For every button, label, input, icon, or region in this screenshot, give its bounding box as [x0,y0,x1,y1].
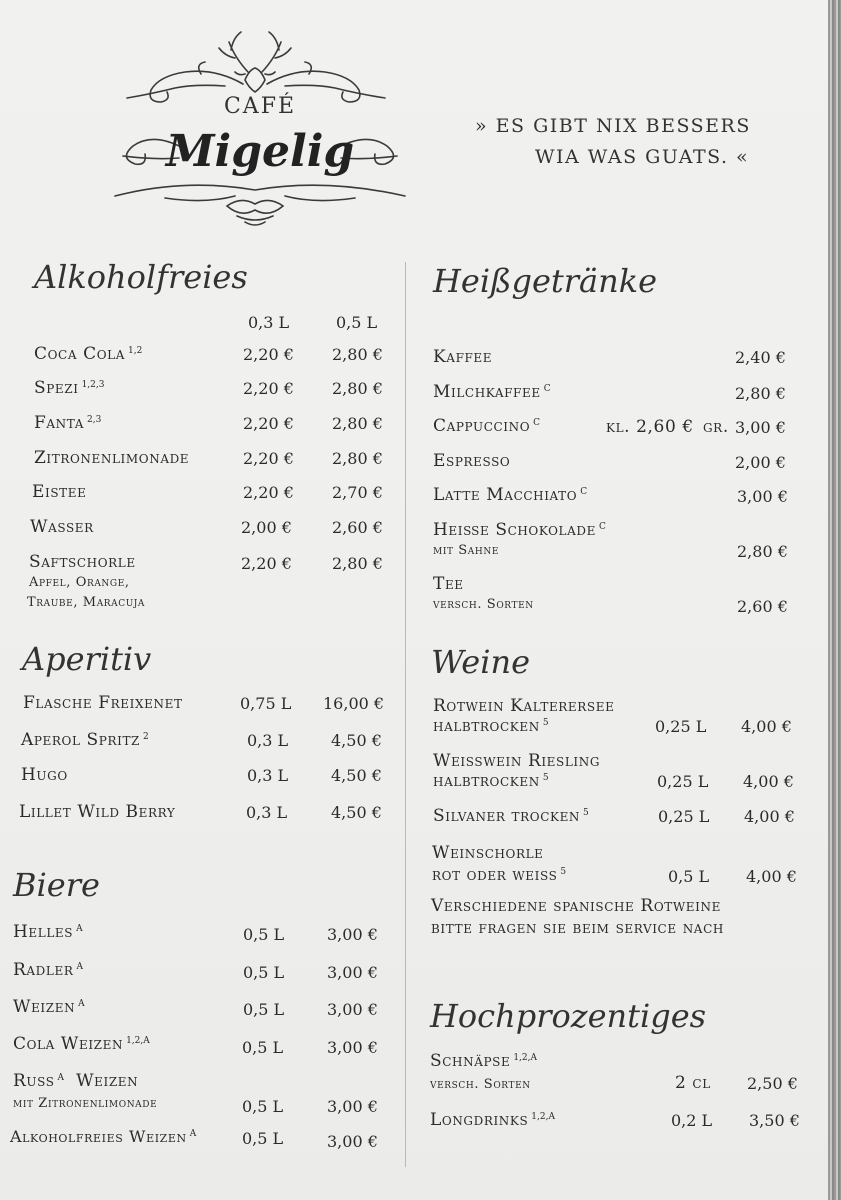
item-price: 4,00 € [746,867,797,886]
item-name: Spezi $^{1,2,3}$ [34,378,105,398]
item-price-small: 2,20 € [243,483,294,502]
item-price-large: 2,80 € [332,554,383,573]
item-volume: 0,2 L [671,1111,713,1130]
item-size-large: gr. [703,417,729,437]
item-volume: 0,3 L [246,803,288,822]
column-header-small: 0,3 L [248,313,290,332]
section-heading-heissgetraenke: Heißgetränke [433,262,658,300]
item-name: Heiße Schokolade $^C$ [433,520,606,540]
item-name: Zitronenlimonade [34,448,190,468]
item-price: 2,80 € [737,542,788,561]
item-name: Hugo [21,765,68,785]
item-volume: 0,5 L [243,925,285,944]
item-volume: 0,5 L [243,1000,285,1019]
motto-line-1: » ES GIBT NIX BESSERS [475,115,751,137]
item-volume: 0,25 L [655,717,707,736]
logo-cafe-text: CAFÉ [223,94,297,119]
item-price-small: 2,00 € [241,518,292,537]
item-price: 3,00 € [327,1097,378,1116]
item-name: Kaffee [433,347,493,367]
item-name: Silvaner trocken $^5$ [433,806,589,826]
item-price-large: 2,60 € [332,518,383,537]
item-subtext: Traube, Maracuja [27,595,146,610]
item-price: 3,00 € [327,1038,378,1057]
item-price: 3,00 € [327,963,378,982]
motto-line-2: WIA WAS GUATS. « [535,146,750,168]
weine-note-line-1: Verschiedene spanische Rotweine [431,896,721,916]
item-volume: 0,5 L [242,1097,284,1116]
item-price: 3,50 € [749,1111,800,1130]
column-divider [405,262,406,1167]
item-volume: 0,5 L [243,963,285,982]
item-price: 2,80 € [735,384,786,403]
item-name: Weizen $^A$ [13,997,85,1017]
item-name-line2: halbtrocken $^5$ [433,716,549,736]
item-name: Cola Weizen $^{1,2,A}$ [13,1034,150,1054]
item-name: Eistee [32,482,87,502]
section-heading-biere: Biere [13,866,100,904]
item-name: Latte Macchiato $^C$ [433,485,588,505]
item-price: 2,60 € [737,597,788,616]
item-price-small: 2,20 € [243,414,294,433]
item-price: 3,00 € [737,487,788,506]
item-price: 16,00 € [323,694,385,713]
item-subtext: Apfel, Orange, [29,575,130,590]
column-header-large: 0,5 L [336,313,378,332]
item-name: Helles $^A$ [13,922,83,942]
item-volume: 0,5 L [242,1129,284,1148]
item-price-small: 2,20 € [243,379,294,398]
item-volume: 0,5 L [242,1038,284,1057]
item-name: Schnäpse $^{1,2,A}$ [430,1051,538,1071]
item-name: Lillet Wild Berry [19,802,176,822]
cafe-logo [105,28,415,233]
item-volume: 0,3 L [247,766,289,785]
weine-note-line-2: bitte fragen sie beim service nach [431,918,724,938]
item-price: 4,00 € [744,807,795,826]
item-price: 3,00 € [327,1000,378,1019]
item-name: Espresso [433,451,511,471]
item-price-large: 2,70 € [332,483,383,502]
item-name: Radler $^A$ [13,960,83,980]
item-price-small: 2,20 € [241,554,292,573]
page-edge [828,0,841,1200]
item-price: 4,00 € [741,717,792,736]
item-price: 3,00 € [735,418,786,437]
item-price: 4,50 € [331,803,382,822]
item-name: Saftschorle [29,552,136,572]
item-name-line2: rot oder weiss $^5$ [432,865,567,885]
item-name: Weinschorle [432,843,544,863]
item-price-large: 2,80 € [332,345,383,364]
section-heading-hochprozentiges: Hochprozentiges [430,997,707,1035]
item-name: Alkoholfreies Weizen $^A$ [10,1127,197,1146]
item-volume: 0,25 L [657,772,709,791]
item-name: Rotwein Kalterersee [433,696,615,716]
item-name: Aperol Spritz $^2$ [21,730,149,750]
item-name: Tee [433,574,464,594]
item-price: 3,00 € [327,1132,378,1151]
item-subtext: mit Zitronenlimonade [13,1096,158,1111]
section-heading-aperitiv: Aperitiv [22,640,152,678]
item-price: 4,00 € [743,772,794,791]
item-price-large: 2,80 € [332,379,383,398]
item-price: 4,50 € [331,731,382,750]
item-price-large: 2,80 € [332,414,383,433]
item-name: Wasser [30,517,94,537]
item-price-small: 2,20 € [243,449,294,468]
item-name: Milchkaffee $^C$ [433,382,551,402]
item-name: Flasche Freixenet [23,693,183,713]
logo-name: Migelig [165,126,355,177]
item-price-small: 2,20 € [243,345,294,364]
item-price-large: 2,80 € [332,449,383,468]
item-volume: 0,75 L [240,694,292,713]
item-subtext: versch. Sorten [430,1077,531,1092]
item-name: Fanta $^{2,3}$ [34,413,102,433]
item-price: 3,00 € [327,925,378,944]
item-price: 2,50 € [747,1074,798,1093]
item-subtext: mit Sahne [433,543,500,558]
item-name: Coca Cola $^{1,2}$ [34,344,143,364]
item-name: Russ $^A$ Weizen [13,1071,139,1091]
item-name: Cappuccino $^C$ [433,416,541,436]
item-name-line2: halbtrocken $^5$ [433,771,549,791]
item-price: 4,50 € [331,766,382,785]
item-volume: 2 cl [675,1073,711,1093]
item-name: Weisswein Riesling [433,751,601,771]
item-volume: 0,3 L [247,731,289,750]
section-heading-weine: Weine [431,643,530,681]
item-volume: 0,5 L [668,867,710,886]
item-name: Longdrinks $^{1,2,A}$ [430,1110,555,1130]
item-subtext: versch. Sorten [433,597,534,612]
section-heading-alkoholfreies: Alkoholfreies [34,258,248,296]
item-price-small: kl. 2,60 € [606,417,694,437]
item-volume: 0,25 L [658,807,710,826]
item-price: 2,00 € [735,453,786,472]
item-price: 2,40 € [735,348,786,367]
